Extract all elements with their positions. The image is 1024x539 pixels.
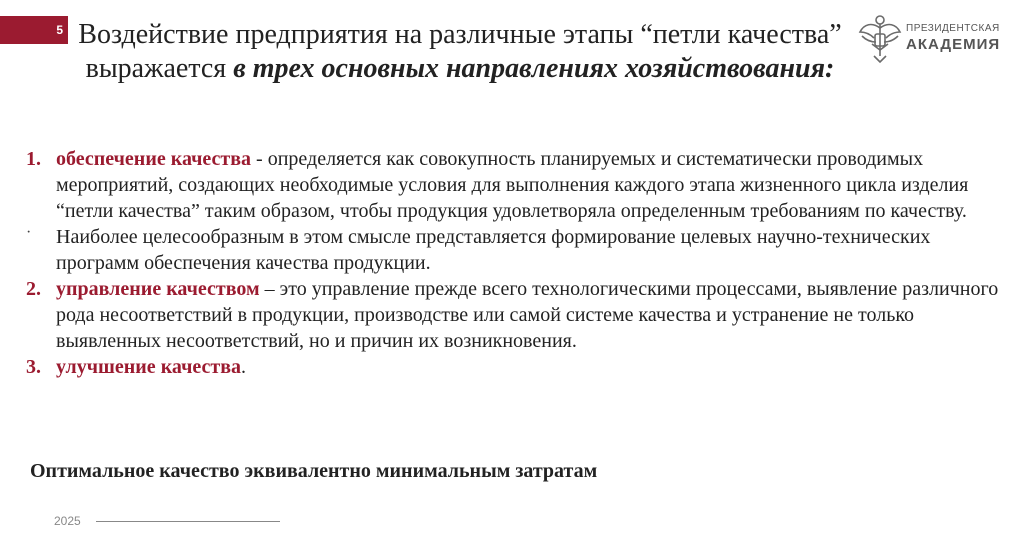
item-term: управление качеством — [56, 278, 260, 300]
item-number: 3. — [26, 356, 41, 378]
list-item — [22, 276, 1012, 354]
item-number: 1. — [26, 148, 41, 170]
slide-title — [70, 18, 850, 86]
list-item — [22, 354, 1012, 380]
title-main-text: Воздействие предприятия на различные этапы “петли качества” выражается — [78, 19, 842, 84]
conclusion-text: Оптимальное качество эквивалентно минимальным затратам — [30, 460, 598, 482]
item-description: - определяется как совокупность планируемых и систематически проводимых мероприятий, создающих необходимые условия для выполнения каждого этапа жизненного цикла изделия “петли качества” таким образом, чтобы продукция удовлетворяла определенным требованиям по качеству. Наиболее целесообразным в этом смысле представляется формирование целевых научно-технических программ обеспечения качества продукции. — [56, 148, 969, 274]
logo-line-2: АКАДЕМИЯ — [906, 36, 1001, 53]
stray-dot-mark: · — [26, 224, 32, 241]
item-description: . — [241, 356, 247, 378]
title-emphasis-text: в трех основных направлениях хозяйствования: — [233, 53, 835, 84]
item-term: улучшение качества — [56, 356, 242, 378]
slide-number-badge: 5 — [0, 16, 68, 44]
directions-list — [22, 146, 1012, 380]
footer-year: 2025 — [54, 514, 81, 528]
logo-line-1: ПРЕЗИДЕНТСКАЯ — [906, 23, 1000, 34]
item-number: 2. — [26, 278, 41, 300]
item-term: обеспечение качества — [56, 148, 252, 170]
item-description: – это управление прежде всего технологическими процессами, выявление различного рода несоответствий в продукции, производстве или самой системе качества и устранение не только выявленных несоответствий, но и причин их возникновения. — [56, 278, 999, 352]
footer-divider — [96, 521, 280, 522]
academy-logo-text — [906, 24, 1000, 52]
list-item — [22, 146, 1012, 276]
academy-logo — [858, 8, 1008, 68]
eagle-emblem-icon — [858, 10, 902, 66]
